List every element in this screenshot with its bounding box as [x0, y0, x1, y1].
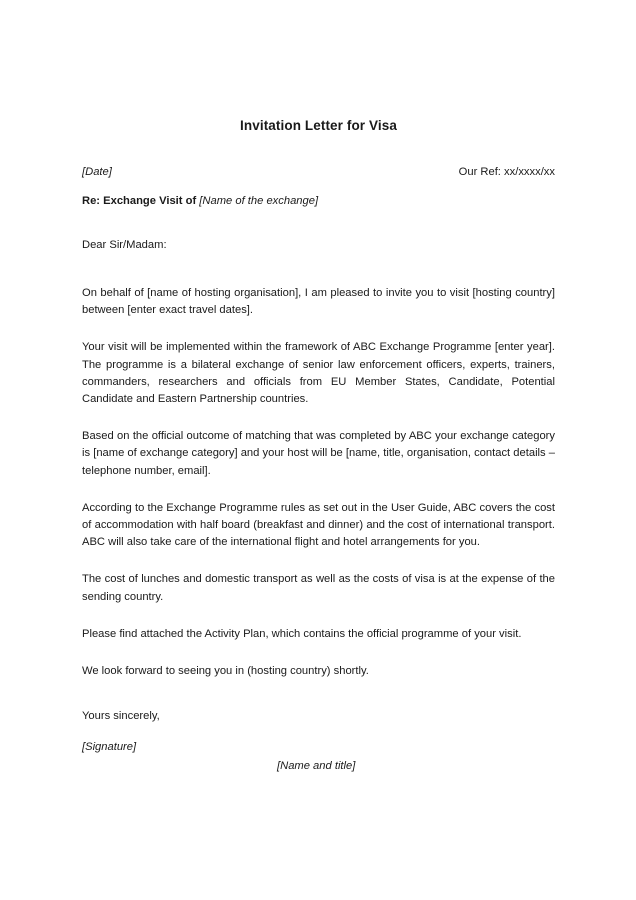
page-title: Invitation Letter for Visa — [240, 118, 397, 133]
letter-meta-row — [82, 166, 555, 178]
closing-salutation: Yours sincerely, — [82, 710, 160, 723]
subject-value: [Name of the exchange] — [199, 195, 319, 207]
body-paragraph-5: The cost of lunches and domestic transport as well as the costs of visa is at the expense of the sending country. — [82, 573, 555, 603]
subject-line — [82, 195, 555, 207]
body-paragraph-4: According to the Exchange Programme rules as set out in the User Guide, ABC covers the cost of accommodation with half board (breakfast and dinner) and the cost of international transport. ABC will also take care of the international flight and hotel arrangements for you. — [82, 501, 555, 549]
signature-placeholder: [Signature] — [82, 741, 137, 754]
date-placeholder: [Date] — [82, 166, 112, 178]
body-paragraph-7: We look forward to seeing you in (hosting country) shortly. — [82, 665, 369, 678]
salutation: Dear Sir/Madam: — [82, 239, 167, 251]
name-and-title-placeholder: [Name and title] — [277, 760, 356, 773]
letter-content — [82, 0, 555, 772]
subject-label: Re: Exchange Visit of — [82, 195, 197, 207]
reference-number: Our Ref: xx/xxxx/xx — [458, 166, 555, 178]
body-paragraph-6: Please find attached the Activity Plan, which contains the official programme of your visit. — [82, 627, 522, 640]
body-paragraph-3: Based on the official outcome of matching that was completed by ABC your exchange category is [name of exchange category] and your host will be [name, title, organisation, contact details – telephone number, email]. — [82, 430, 555, 477]
body-paragraph-1: On behalf of [name of hosting organisation], I am pleased to invite you to visit [hosting country] between [enter exact travel dates]. — [82, 287, 555, 317]
body-paragraph-2: Your visit will be implemented within the framework of ABC Exchange Programme [enter year]. The programme is a bilateral exchange of senior law enforcement officers, experts, trainers, commanders, researchers and officials from EU Member States, Candidate, Potential Candidate and Eastern Partnership countries. — [82, 341, 555, 406]
